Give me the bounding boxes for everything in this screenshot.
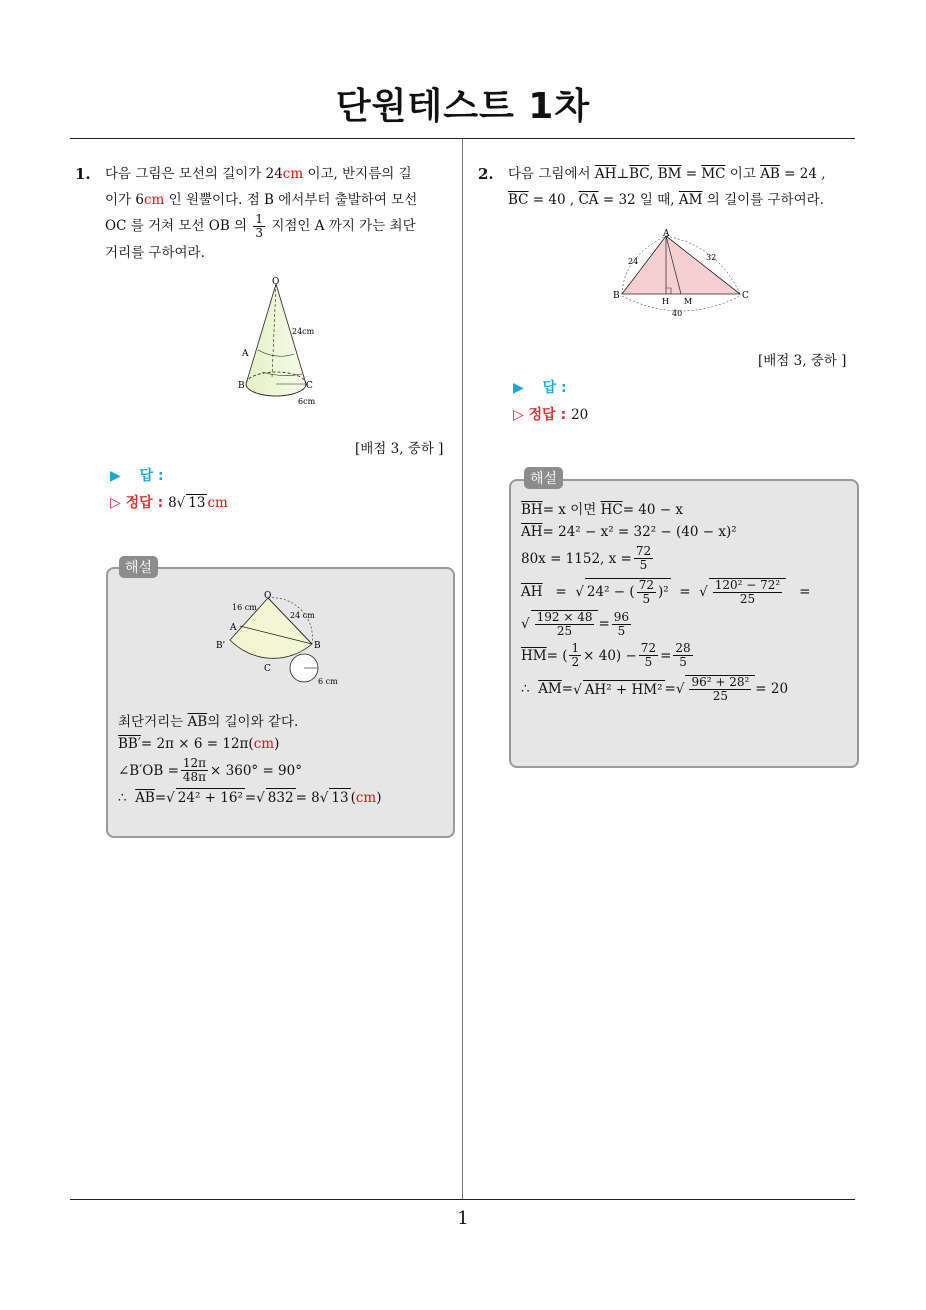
unfolded-label-16: 16 cm bbox=[232, 603, 257, 612]
question-1-solution-tag: 해설 bbox=[119, 556, 158, 578]
unfolded-label-a: A bbox=[230, 623, 237, 633]
triangle-label-m: M bbox=[684, 297, 693, 306]
question-1-score: [배점 3, 중하 ] bbox=[355, 441, 444, 457]
question-2-score: [배점 3, 중하 ] bbox=[758, 353, 847, 369]
triangle-label-b: B bbox=[613, 291, 620, 301]
cone-label-c: C bbox=[306, 381, 313, 391]
triangle-label-c: C bbox=[742, 291, 749, 301]
triangle-label-40: 40 bbox=[672, 309, 683, 318]
cone-label-slant: 24cm bbox=[292, 327, 315, 336]
cone-figure bbox=[232, 274, 332, 410]
triangle-label-a: A bbox=[663, 229, 670, 239]
triangle-icon: ▷ bbox=[513, 407, 524, 423]
question-2-answer: ▶ 답 : bbox=[513, 380, 567, 396]
question-2-solution-tag: 해설 bbox=[524, 467, 563, 489]
question-1-number: 1. bbox=[75, 165, 91, 183]
cone-label-a: A bbox=[242, 349, 249, 359]
question-1-correct: ▷ 정답 : 8√ 13 cm bbox=[110, 495, 228, 511]
question-2-text: 다음 그림에서 $\overline{AH}\perp\overline{BC}$, $\overline{BM} = \overline{MC}$ 이고 $\overline{AB} = 24$ , $\overline{BC} = 40$ , $\overline{CA} = 32$ 일 때, $\overline{AM}$ 의 길이를 구하여라. bbox=[508, 166, 826, 208]
cone-label-o: O bbox=[272, 277, 280, 287]
triangle-icon: ▷ bbox=[110, 495, 121, 511]
page-number: 1 bbox=[457, 1208, 469, 1229]
question-2-number: 2. bbox=[478, 165, 494, 183]
unfolded-cone-figure bbox=[212, 588, 347, 688]
question-1-answer: ▶ 답 : bbox=[110, 468, 164, 484]
page-title: 단원테스트 1차 bbox=[335, 86, 591, 127]
column-divider bbox=[462, 139, 463, 1199]
question-2-correct: ▷ 정답 : 20 bbox=[513, 407, 589, 423]
question-2-solution-text: $\overline{BH}$ = x 이면 $\overline{HC}$ = 40 − x $\overline{AH}$ = 24² − x² = 32² − (40 − x)² 80x = 1152, x = $\frac{72}{5}$ $\overline{AH}$ = √ 24² − ( $\frac{72}{5}$ )² = √ $\frac{\text{120² − 72²}}{25}$ = √ $\frac{192 \times 48}{25}$ = $\frac{96}{5}$ $\overline{HM}$ = ( $\frac{1}{2}$ × 40) − $\frac{72}{5}$ = $\frac{28}{5}$ ∴ $\overline{AM}$ = √ AH² + HM² = √ $\frac{\text{96² + 28²}}{25}$ = 20 bbox=[521, 502, 811, 703]
unfolded-label-c: C bbox=[264, 664, 271, 674]
question-1-solution-text: 최단거리는 $\overline{AB}$ 의 길이와 같다. BB′ = 2π × 6 = 12π( cm ) ∠B′OB = $\frac{12\pi}{48\pi}$ × 360° = 90° ∴ $\overline{AB}$ = √ 24² + 16² = √ 832 = 8 √ 13 ( cm ) bbox=[118, 714, 382, 806]
unfolded-label-bp: B' bbox=[216, 641, 226, 651]
question-1-text: 다음 그림은 모선의 길이가 24cm 이고, 반지름의 길 이가 6cm 인 원뿔이다. 점 B 에서부터 출발하여 모선 OC 를 거쳐 모선 OB 의 $\frac{1}{3}$ 지점인 A 까지 가는 최단 거리를 구하여라. bbox=[105, 166, 418, 261]
triangle-label-32: 32 bbox=[706, 253, 717, 262]
bottom-rule bbox=[70, 1199, 855, 1200]
triangle-label-h: H bbox=[662, 297, 669, 306]
play-icon: ▶ bbox=[513, 380, 524, 396]
unfolded-label-b: B bbox=[314, 641, 321, 651]
unfolded-label-o: O bbox=[264, 591, 272, 601]
unfolded-label-24: 24 cm bbox=[290, 611, 315, 620]
cone-label-radius: 6cm bbox=[298, 397, 316, 406]
play-icon: ▶ bbox=[110, 468, 121, 484]
triangle-figure bbox=[608, 226, 758, 322]
triangle-label-24: 24 bbox=[628, 257, 639, 266]
cone-label-b: B bbox=[238, 381, 245, 391]
unfolded-label-6: 6 cm bbox=[318, 677, 338, 686]
